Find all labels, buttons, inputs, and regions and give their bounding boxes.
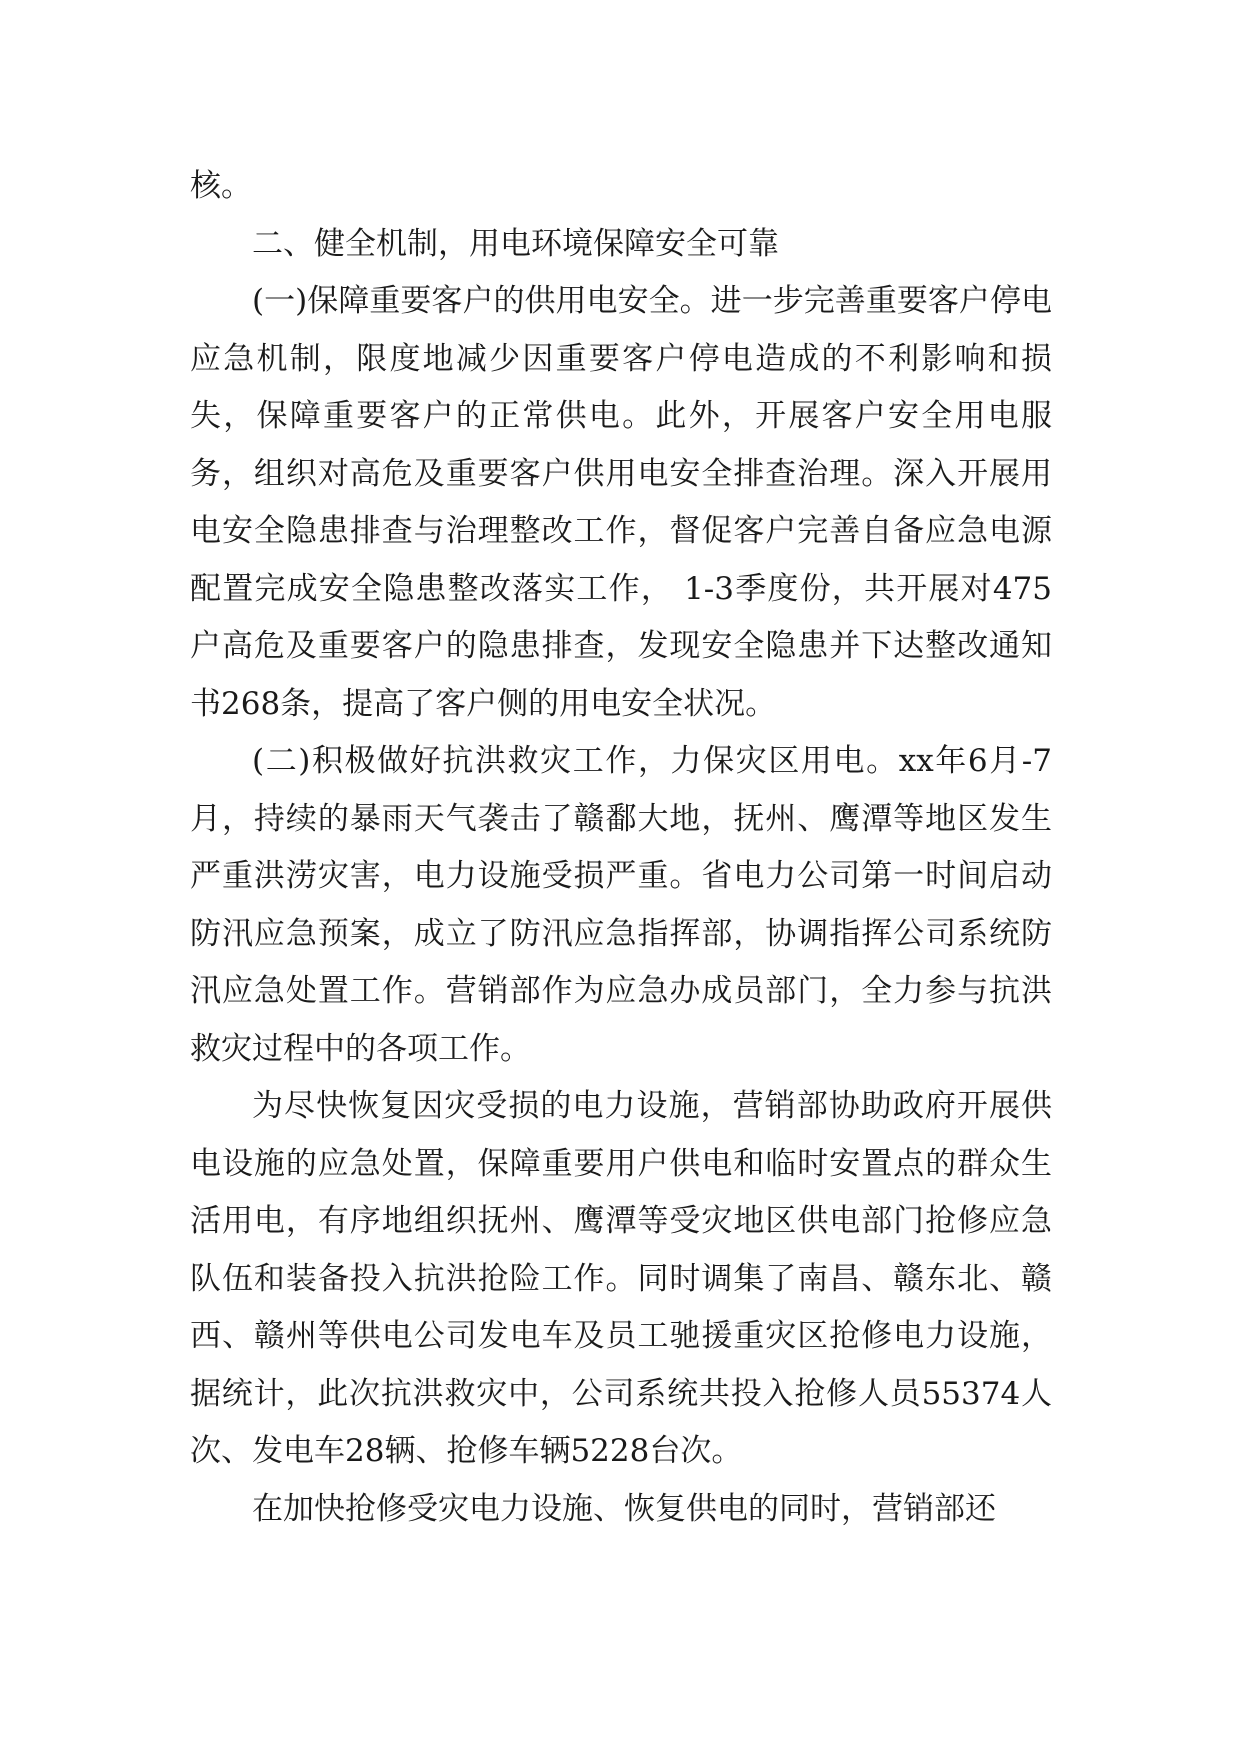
document-page <box>190 158 1052 1538</box>
paragraph-restoration: 为尽快恢复因灾受损的电力设施，营销部协助政府开展供电设施的应急处置，保障重要用户供电和临时安置点的群众生活用电，有序地组织抚州、鹰潭等受灾地区供电部门抢修应急队伍和装备投入抗洪抢险工作。同时调集了南昌、赣东北、赣西、赣州等供电公司发电车及员工驰援重灾区抢修电力设施，据统计，此次抗洪救灾中，公司系统共投入抢修人员55374人次、发电车28辆、抢修车辆5228台次。 <box>190 1088 1052 1469</box>
paragraph-continuation: 核。 <box>190 168 252 204</box>
paragraph-important-customers: (一)保障重要客户的供用电安全。进一步完善重要客户停电应急机制，限度地减少因重要客户停电造成的不利影响和损失，保障重要客户的正常供电。此外，开展客户安全用电服务，组织对高危及重要客户供用电安全排查治理。深入开展用电安全隐患排查与治理整改工作，督促客户完善自备应急电源配置完成安全隐患整改落实工作， 1-3季度份，共开展对475户高危及重要客户的隐患排查，发现安全隐患并下达整改通知书268条，提高了客户侧的用电安全状况。 <box>190 283 1052 722</box>
paragraph-flood-relief: (二)积极做好抗洪救灾工作，力保灾区用电。xx年6月-7月，持续的暴雨天气袭击了赣鄱大地，抚州、鹰潭等地区发生严重洪涝灾害，电力设施受损严重。省电力公司第一时间启动防汛应急预案，成立了防汛应急指挥部，协调指挥公司系统防汛应急处置工作。营销部作为应急办成员部门，全力参与抗洪救灾过程中的各项工作。 <box>190 743 1052 1067</box>
paragraph-trailing: 在加快抢修受灾电力设施、恢复供电的同时，营销部还 <box>252 1490 996 1527</box>
section-heading: 二、健全机制，用电环境保障安全可靠 <box>252 225 779 262</box>
